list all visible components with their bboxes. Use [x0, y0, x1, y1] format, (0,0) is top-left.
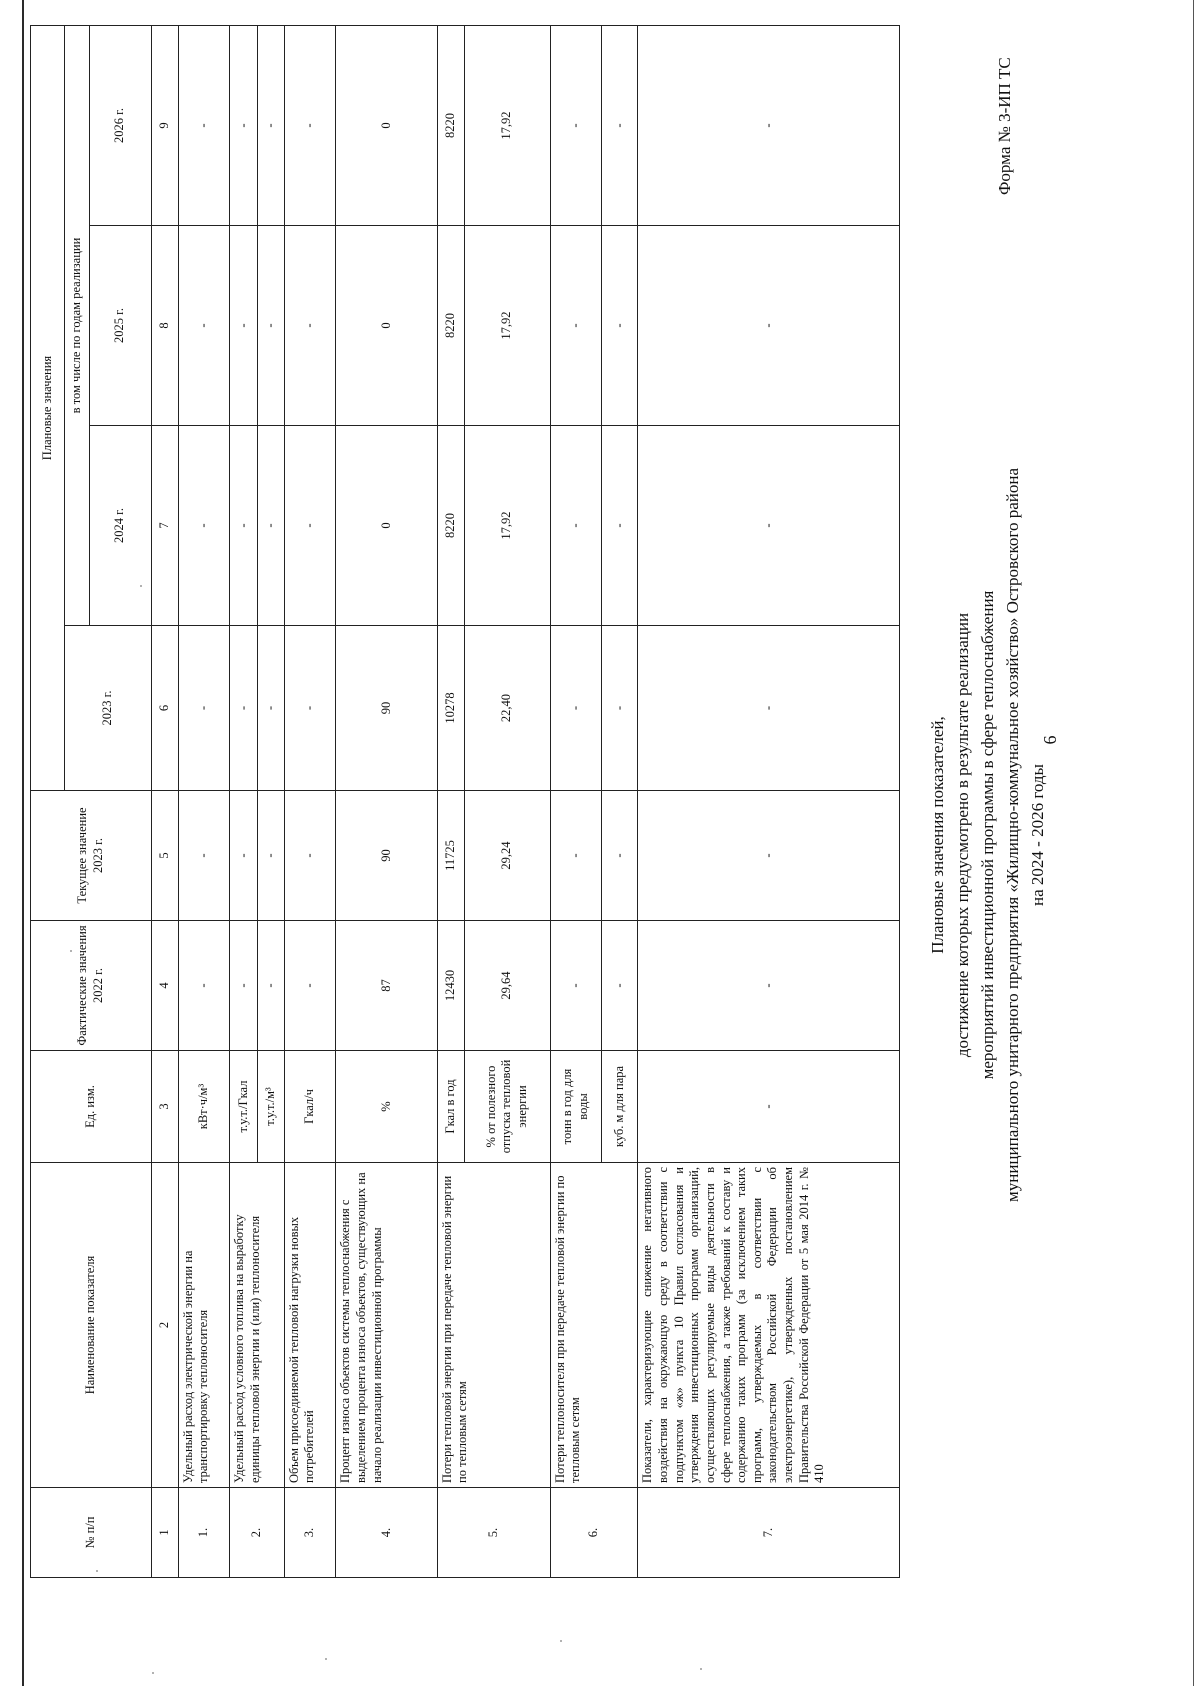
value-cell: -: [638, 626, 900, 791]
unit-cell: куб. м для пара: [602, 1051, 638, 1163]
row-number: 3.: [284, 1488, 336, 1578]
unit-cell: т.у.т./Гкал: [230, 1051, 257, 1163]
value-cell: -: [230, 426, 257, 626]
header-actual: Фактические значения 2022 г.: [31, 921, 152, 1051]
title-line: достижение которых предусмотрено в результате реализации: [953, 612, 972, 1058]
value-cell: -: [230, 791, 257, 921]
value-cell: -: [230, 626, 257, 791]
value-cell: -: [638, 426, 900, 626]
scan-speck: [560, 1640, 562, 1642]
indicator-name: Процент износа объектов системы теплоснабжения с выделением процента износа объектов, существующих на начало реализации инвестиционной программы: [336, 1163, 437, 1488]
column-number: 8: [151, 226, 178, 426]
value-cell: 90: [336, 626, 437, 791]
scan-speck: [325, 1658, 327, 1660]
value-cell: -: [178, 921, 230, 1051]
form-name: Форма № 3-ИП ТС: [995, 57, 1014, 195]
value-cell: -: [284, 426, 336, 626]
row-number: 1.: [178, 1488, 230, 1578]
value-cell: -: [284, 226, 336, 426]
header-year-2025: 2025 г.: [89, 226, 151, 426]
value-cell: 8220: [437, 26, 464, 226]
value-cell: -: [550, 791, 602, 921]
title-line: муниципального унитарного предприятия «Жилищно-коммунальное хозяйство» Островского района: [1003, 467, 1022, 1203]
header-by-years: в том числе по годам реализации: [64, 26, 89, 626]
page-number: 6: [1040, 735, 1060, 745]
document-title: [925, 335, 1050, 1335]
value-cell: -: [178, 226, 230, 426]
unit-cell: кВт·ч/м³: [178, 1051, 230, 1163]
value-cell: 17,92: [464, 426, 550, 626]
unit-cell: т.у.т./м³: [257, 1051, 284, 1163]
value-cell: 0: [336, 26, 437, 226]
value-cell: -: [284, 791, 336, 921]
value-cell: -: [178, 426, 230, 626]
column-number: 4: [151, 921, 178, 1051]
value-cell: -: [550, 921, 602, 1051]
value-cell: -: [602, 426, 638, 626]
value-cell: -: [257, 626, 284, 791]
value-cell: 22,40: [464, 626, 550, 791]
row-number: 5.: [437, 1488, 550, 1578]
table-row: [178, 26, 230, 1578]
unit-cell: Гкал в год: [437, 1051, 464, 1163]
value-cell: -: [638, 921, 900, 1051]
row-number: 2.: [230, 1488, 284, 1578]
value-cell: 17,92: [464, 26, 550, 226]
title-line: Плановые значения показателей,: [928, 716, 947, 954]
table-row: [638, 26, 900, 1578]
value-cell: 29,24: [464, 791, 550, 921]
value-cell: 29,64: [464, 921, 550, 1051]
unit-cell: Гкал/ч: [284, 1051, 336, 1163]
header-year-2026: 2026 г.: [89, 26, 151, 226]
value-cell: 8220: [437, 226, 464, 426]
value-cell: -: [638, 791, 900, 921]
column-number: 1: [151, 1488, 178, 1578]
title-line: на 2024 - 2026 годы: [1028, 764, 1047, 906]
row-number: 6.: [550, 1488, 638, 1578]
column-number: 9: [151, 26, 178, 226]
indicator-name: Показатели, характеризующие снижение негативного воздействия на окружающую среду в соответствии с подпунктом «ж» пункта 10 Правил согласования и утверждения инвестиционных программ организаций, осуществляющих регулируемые виды деятельности в сфере теплоснабжения, а также требований к составу и содержанию таких программ (за исключением таких программ, утверждаемых в соответствии с законодательством Российской Федерации об электроэнергетике), утвержденных постановлением Правительства Российской Федерации от 5 мая 2014 г. № 410: [638, 1163, 900, 1488]
row-number: 7.: [638, 1488, 900, 1578]
column-number: 7: [151, 426, 178, 626]
column-number: 5: [151, 791, 178, 921]
unit-cell: %: [336, 1051, 437, 1163]
unit-cell: тонн в год для воды: [550, 1051, 602, 1163]
value-cell: -: [602, 226, 638, 426]
value-cell: -: [284, 921, 336, 1051]
value-cell: 0: [336, 426, 437, 626]
value-cell: -: [550, 226, 602, 426]
value-cell: -: [257, 791, 284, 921]
column-number: 2: [151, 1163, 178, 1488]
indicator-name: Потери тепловой энергии при передаче тепловой энергии по тепловым сетям: [437, 1163, 550, 1488]
title-line: мероприятий инвестиционной программы в сфере теплоснабжения: [978, 590, 997, 1080]
indicators-table: [30, 25, 900, 1578]
value-cell: -: [230, 226, 257, 426]
value-cell: 0: [336, 226, 437, 426]
indicator-name: Удельный расход условного топлива на выработку единицы тепловой энергии и (или) теплоносителя: [230, 1163, 284, 1488]
header-unit: Ед. изм.: [31, 1051, 152, 1163]
value-cell: -: [178, 791, 230, 921]
column-number-row: [151, 26, 178, 1578]
scan-speck: [152, 1672, 154, 1674]
column-number: 6: [151, 626, 178, 791]
value-cell: -: [230, 921, 257, 1051]
value-cell: 90: [336, 791, 437, 921]
table-row: [336, 26, 437, 1578]
value-cell: -: [284, 26, 336, 226]
header-num: № п/п: [31, 1488, 152, 1578]
value-cell: -: [638, 26, 900, 226]
value-cell: 12430: [437, 921, 464, 1051]
value-cell: -: [550, 26, 602, 226]
value-cell: 87: [336, 921, 437, 1051]
value-cell: -: [550, 626, 602, 791]
value-cell: -: [550, 426, 602, 626]
value-cell: -: [257, 426, 284, 626]
header-current: Текущее значение 2023 г.: [31, 791, 152, 921]
scan-edge-right: [1193, 0, 1194, 1686]
unit-cell: % от полезного отпуска тепловой энергии: [464, 1051, 550, 1163]
value-cell: -: [638, 226, 900, 426]
row-number: 4.: [336, 1488, 437, 1578]
value-cell: -: [602, 791, 638, 921]
header-year-2023: 2023 г.: [64, 626, 151, 791]
header-year-2024: 2024 г.: [89, 426, 151, 626]
unit-cell: -: [638, 1051, 900, 1163]
value-cell: -: [257, 921, 284, 1051]
value-cell: -: [257, 226, 284, 426]
value-cell: -: [602, 921, 638, 1051]
value-cell: -: [230, 26, 257, 226]
header-name: Наименование показателя: [31, 1163, 152, 1488]
column-number: 3: [151, 1051, 178, 1163]
value-cell: 10278: [437, 626, 464, 791]
value-cell: -: [602, 26, 638, 226]
scan-edge-left: [22, 0, 24, 1686]
value-cell: -: [602, 626, 638, 791]
rotated-page: [30, 0, 1152, 1605]
table-row: [284, 26, 336, 1578]
indicator-name: Объем присоединяемой тепловой нагрузки новых потребителей: [284, 1163, 336, 1488]
value-cell: -: [257, 26, 284, 226]
value-cell: -: [284, 626, 336, 791]
table-row: [230, 26, 257, 1578]
indicator-name: Потери теплоносителя при передаче тепловой энергии по тепловым сетям: [550, 1163, 638, 1488]
scan-speck: [700, 1668, 702, 1670]
value-cell: -: [178, 26, 230, 226]
value-cell: 8220: [437, 426, 464, 626]
indicator-name: Удельный расход электрической энергии на транспортировку теплоносителя: [178, 1163, 230, 1488]
value-cell: -: [178, 626, 230, 791]
table-row: [437, 26, 464, 1578]
table-row: [550, 26, 602, 1578]
header-planned: Плановые значения: [31, 26, 65, 791]
value-cell: 17,92: [464, 226, 550, 426]
value-cell: 11725: [437, 791, 464, 921]
